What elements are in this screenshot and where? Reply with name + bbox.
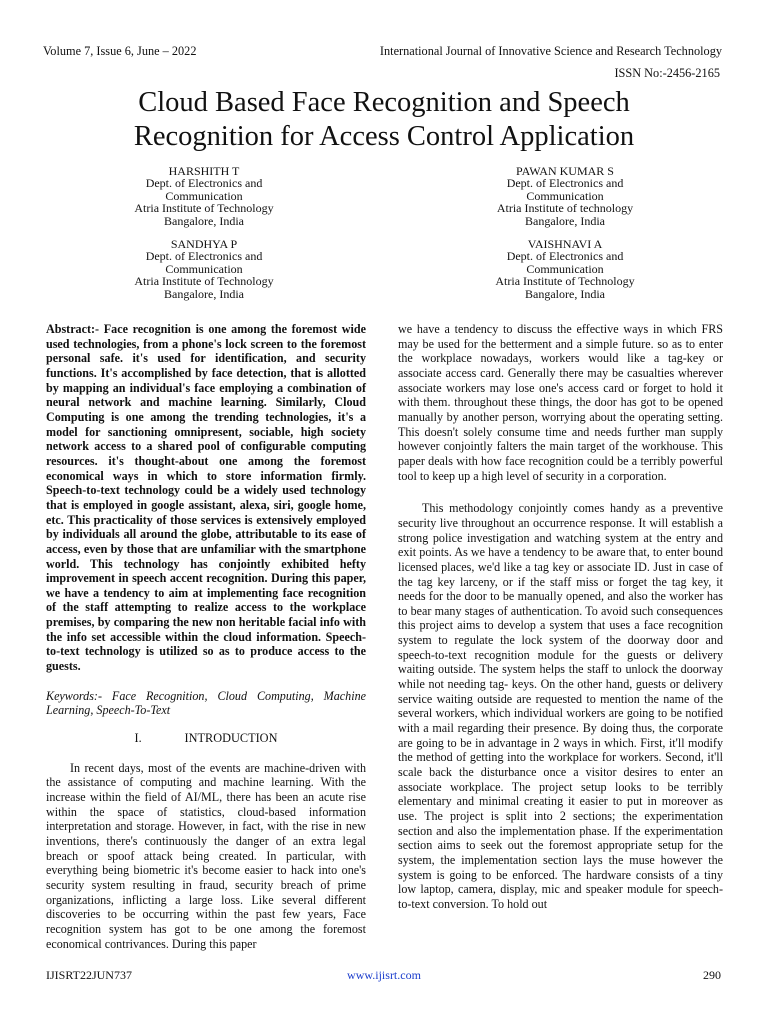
volume-info: Volume 7, Issue 6, June – 2022 (43, 44, 197, 58)
issn: ISSN No:-2456-2165 (614, 66, 720, 80)
author-block (415, 238, 715, 300)
left-column (46, 322, 366, 951)
keywords: Keywords:- Face Recognition, Cloud Computing, Machine Learning, Speech-To-Text (46, 688, 366, 718)
author-city: Bangalore, India (164, 286, 244, 301)
author-name: SANDHYA P (170, 237, 238, 251)
journal-name: International Journal of Innovative Science and Research Technology (379, 44, 722, 58)
author-dept: Communication (165, 261, 243, 276)
author-block (415, 165, 715, 227)
paper-id: IJISRT22JUN737 (46, 968, 132, 982)
page-number: 290 (703, 968, 721, 982)
abstract: Abstract:- Face recognition is one among the foremost wide used technologies, from a phone's lock screen to the foremost personal safe. it's used for identification, and security functions. It's accomplished by face detection, that is allotted by mapping an individual's face employing a combination of neural network and machine learning. Similarly, Cloud Computing is one among the trending technologies, it's a model for sanctioning omnipresent, sociable, high society network access to a shared pool of configurable computing resources. it's thought-about one among the foremost economical ways in which to store information firmly. Speech-to-text technology could be a widely used technology that is employed in google assistant, alexa, siri, google home, etc. This practicality of those services is extensively employed by individuals all around the globe, attributable to its ease of access, even by those that are unfamiliar with the smartphone world. This technology has conjointly exhibited hefty improvement in speech accent recognition. During this paper, we have a tendency to aim at implementing face recognition of the staff attempting to realize access to the workplace premises, by comparing the new non heritable facial info with the info set accessible within the cloud information. Speech-to-text technology is utilized so as to produce access to the guests. (46, 322, 366, 674)
author-block (54, 238, 354, 300)
paper-title (0, 86, 768, 154)
title-line-2: Recognition for Access Control Application (133, 121, 635, 152)
author-institute: Atria Institute of Technology (134, 274, 274, 289)
journal-website-link[interactable]: www.ijisrt.com (347, 968, 421, 982)
intro-paragraph: In recent days, most of the events are machine-driven with the assistance of computing and machine learning. With the increase within the field of AI/ML, there has been an acute rise within the space of statistics, cloud-based information interpretation and storage. However, in fact, with the rise in new inventions, there's continuously the danger of an extra legal breach or spoof attack being created. In particular, with everything being biometric it's become easier to hack into one's security system resulting in fraud, security breach of prime organizations, inflicting a large loss. Like several different discoveries to be occurring within the past few years, Face recognition system has got to be one among the foremost economical contrivances. During this paper (46, 760, 366, 951)
author-dept: Dept. of Electronics and (145, 176, 263, 191)
body-paragraph: This methodology conjointly comes handy as a preventive security live throughout an occurrence response. It will establish a strong police investigation and watching system at the entry and exit points. As we have a tendency to be aware that, to enter bound licensed places, we'd like a tag key or associate ID. Just in case of the tag key larceny, or if the staff miss or forget the tag key, it needs for the door to be manually opened, and also the worker has to bear many stages of authentication. To avoid such consequences this project aims to develop a system that uses a face recognition system to regulate the lock system of the doorway door and speech-to-text recognition module for the guests or delivery waiting outside. The system helps the staff to unlock the doorway while not needing tag- keys. On the other hand, guests or delivery service waiting outside are requested to mention the name of the several workers, which individual workers are going to be notified with a mail regarding their presence. By doing thus, the corporate are going to be in advantage in 2 ways in which. First, it'll modify the method of getting into the workplace for workers. Second, it'll scale back the disturbance once a visitor desires to enter an associate workplace. The project setup looks to be terribly elementary and minimal creating it easier to put in moreover as use. The project is split into 2 sections; the experimentation section and also the implementation phase. If the experimentation section aims to seek out the foremost appropriate setup for the system, the implementation section lays the muse however the system is going to be enforced. The hardware consists of a tiny low laptop, camera, display, mic and speaker module for speech-to-text conversion. To hold out (398, 501, 723, 911)
author-name: PAWAN KUMAR S (516, 164, 614, 178)
right-column (398, 322, 723, 912)
body-paragraph: we have a tendency to discuss the effective ways in which FRS may be used for the betterment and a simple future. so as to enter the workplace nowadays, workers would like a tag-key or associate access card. Generally there may be casualties wherever associate workers may lose one's access card or forget to hold it with them. throughout these things, the door has got to be opened manually by another person, worrying about the operating setting. This doesn't solely consume time and needs further man supply however conjointly falters the main target of the workhouse. This paper deals with how face recognition could be a terribly powerful tool to keep up a high level of security in a corporation. (398, 322, 723, 483)
title-line-1: Cloud Based Face Recognition and Speech (138, 87, 630, 118)
author-city: Bangalore, India (525, 213, 605, 228)
author-institute: Atria Institute of Technology (134, 201, 274, 216)
section-title: INTRODUCTION (184, 731, 278, 746)
author-dept: Dept. of Electronics and (506, 249, 624, 264)
section-heading (46, 731, 366, 746)
author-block (54, 165, 354, 227)
author-dept: Dept. of Electronics and (145, 249, 263, 264)
author-dept: Communication (165, 188, 243, 203)
author-name: VAISHNAVI A (527, 237, 603, 251)
author-dept: Dept. of Electronics and (506, 176, 624, 191)
author-city: Bangalore, India (525, 286, 605, 301)
author-city: Bangalore, India (164, 213, 244, 228)
author-institute: Atria Institute of technology (496, 201, 634, 216)
author-dept: Communication (526, 261, 604, 276)
author-institute: Atria Institute of Technology (495, 274, 635, 289)
author-dept: Communication (526, 188, 604, 203)
author-name: HARSHITH T (168, 164, 240, 178)
section-number: I. (134, 731, 142, 746)
